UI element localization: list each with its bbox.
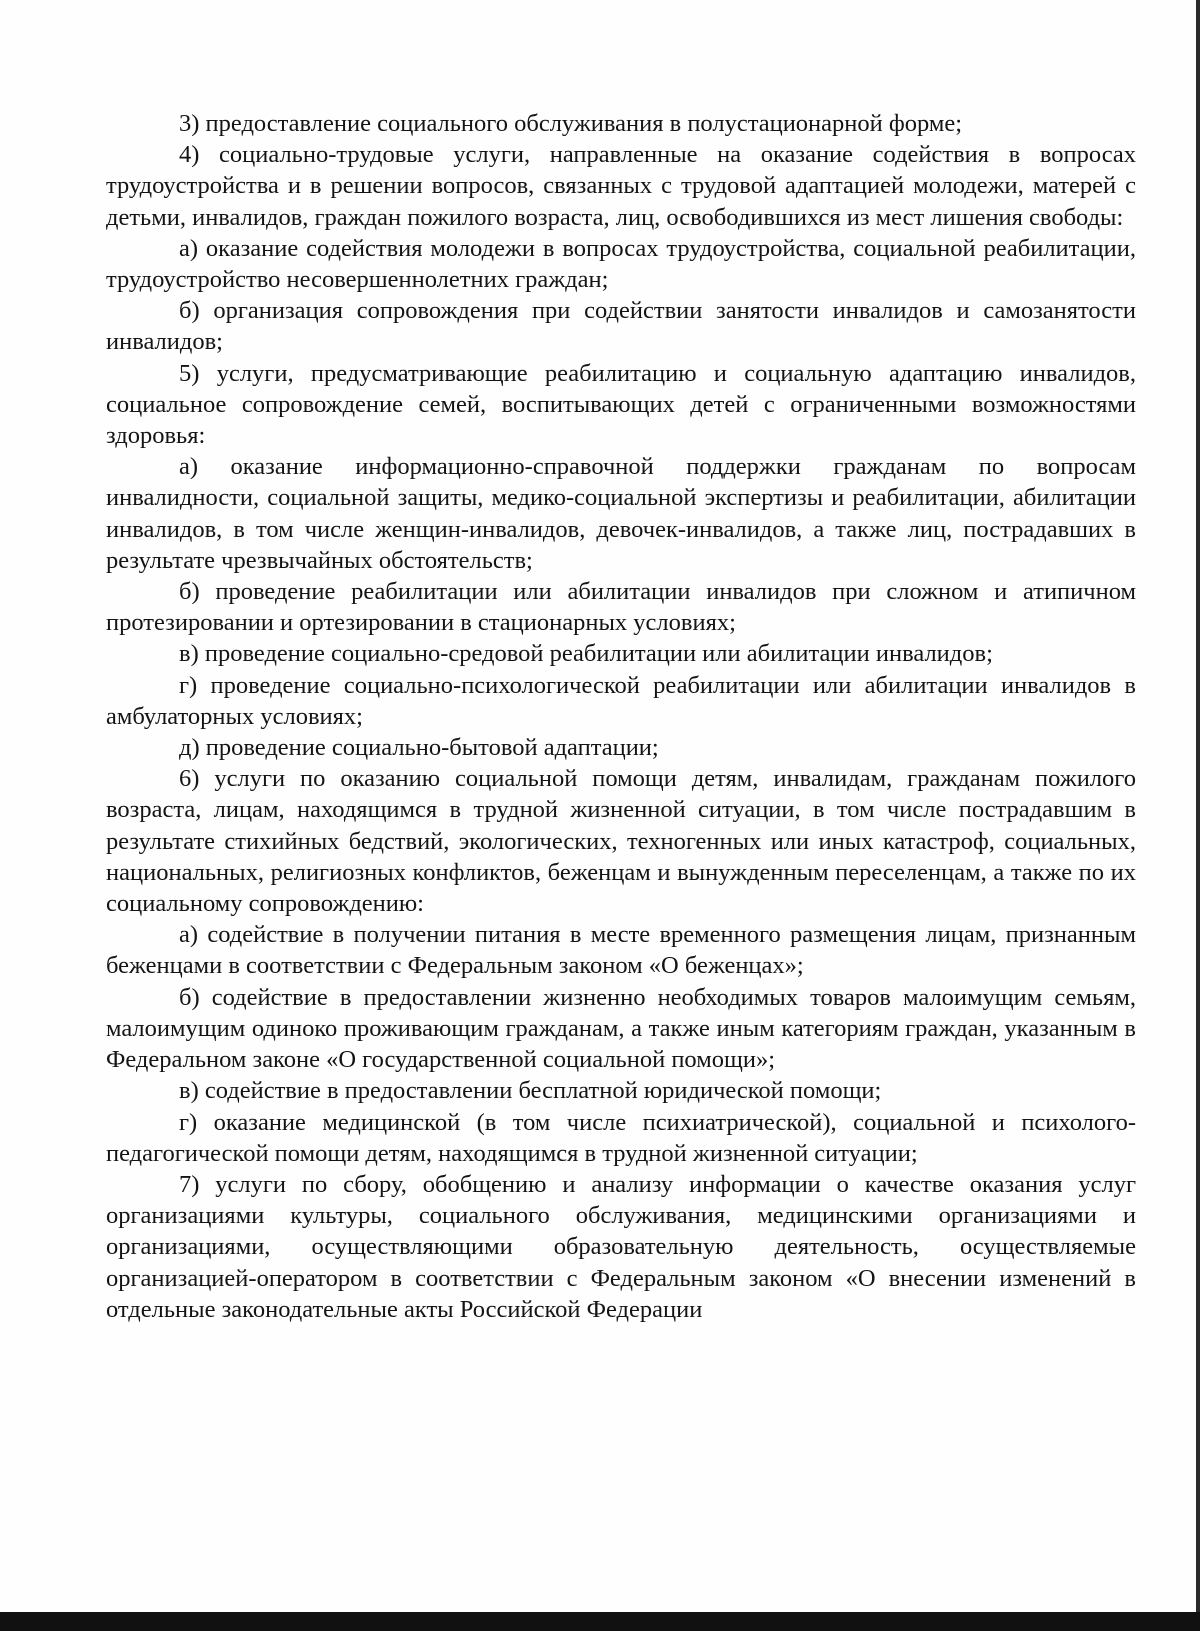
paragraph-item-5: 5) услуги, предусматривающие реабилитацию и социальную адаптацию инвалидов, социальное сопровождение семей, воспитывающих детей с ограниченными возможностями здоровья: [106,359,1136,450]
paragraph-subitem-6g: г) оказание медицинской (в том числе психиатрической), социальной и психолого-педагогической помощи детям, находящимся в трудной жизненной ситуации; [106,1108,1136,1167]
scan-edge-right [1196,0,1200,1631]
paragraph-subitem-4b: б) организация сопровождения при содействии занятости инвалидов и самозанятости инвалидов; [106,297,1136,356]
paragraph-subitem-5g: г) проведение социально-психологической реабилитации или абилитации инвалидов в амбулаторных условиях; [106,671,1136,730]
paragraph-subitem-6v: в) содействие в предоставлении бесплатной юридической помощи; [179,1077,882,1105]
paragraph-subitem-5b: б) проведение реабилитации или абилитации инвалидов при сложном и атипичном протезировании и ортезировании в стационарных условиях; [106,578,1136,637]
paragraph-subitem-4a: а) оказание содействия молодежи в вопросах трудоустройства, социальной реабилитации, трудоустройство несовершеннолетних граждан; [106,234,1136,294]
paragraph-subitem-5a: а) оказание информационно-справочной поддержки гражданам по вопросам инвалидности, социальной защиты, медико-социальной экспертизы и реабилитации, абилитации инвалидов, в том числе женщин-инвалидов, девочек-инвалидов, а также лиц, пострадавших в результате чрезвычайных обстоятельств; [106,453,1136,574]
paragraph-subitem-5v: в) проведение социально-средовой реабилитации или абилитации инвалидов; [179,640,993,668]
document-body [106,108,1136,1325]
paragraph-subitem-6b: б) содействие в предоставлении жизненно необходимых товаров малоимущим семьям, малоимущим одиноко проживающим гражданам, а также иным категориям граждан, указанным в Федеральном законе «О государственной социальной помощи»; [106,983,1136,1074]
paragraph-subitem-6a: а) содействие в получении питания в месте временного размещения лицам, признанным беженцами в соответствии с Федеральным законом «О беженцах»; [106,921,1136,980]
paragraph-subitem-5d: д) проведение социально-бытовой адаптации; [179,734,659,762]
paragraph-item-6: 6) услуги по оказанию социальной помощи детям, инвалидам, гражданам пожилого возраста, лицам, находящимся в трудной жизненной ситуации, в том числе пострадавшим в результате стихийных бедствий, экологических, техногенных или иных катастроф, социальных, национальных, религиозных конфликтов, беженцам и вынужденным переселенцам, а также по их социальному сопровождению: [106,765,1136,918]
scan-edge-bottom [0,1612,1200,1631]
paragraph-item-4: 4) социально-трудовые услуги, направленные на оказание содействия в вопросах трудоустройства и в решении вопросов, связанных с трудовой адаптацией молодежи, матерей с детьми, инвалидов, граждан пожилого возраста, лиц, освободившихся из мест лишения свободы: [106,141,1136,231]
paragraph-item-3: 3) предоставление социального обслуживания в полустационарной форме; [179,110,963,137]
paragraph-item-7: 7) услуги по сбору, обобщению и анализу информации о качестве оказания услуг организациями культуры, социального обслуживания, медицинскими организациями и организациями, осуществляющими образовательную деятельность, осуществляемые организацией-оператором в соответствии с Федеральным законом «О внесении изменений в отдельные законодательные акты Российской Федерации [106,1170,1136,1323]
